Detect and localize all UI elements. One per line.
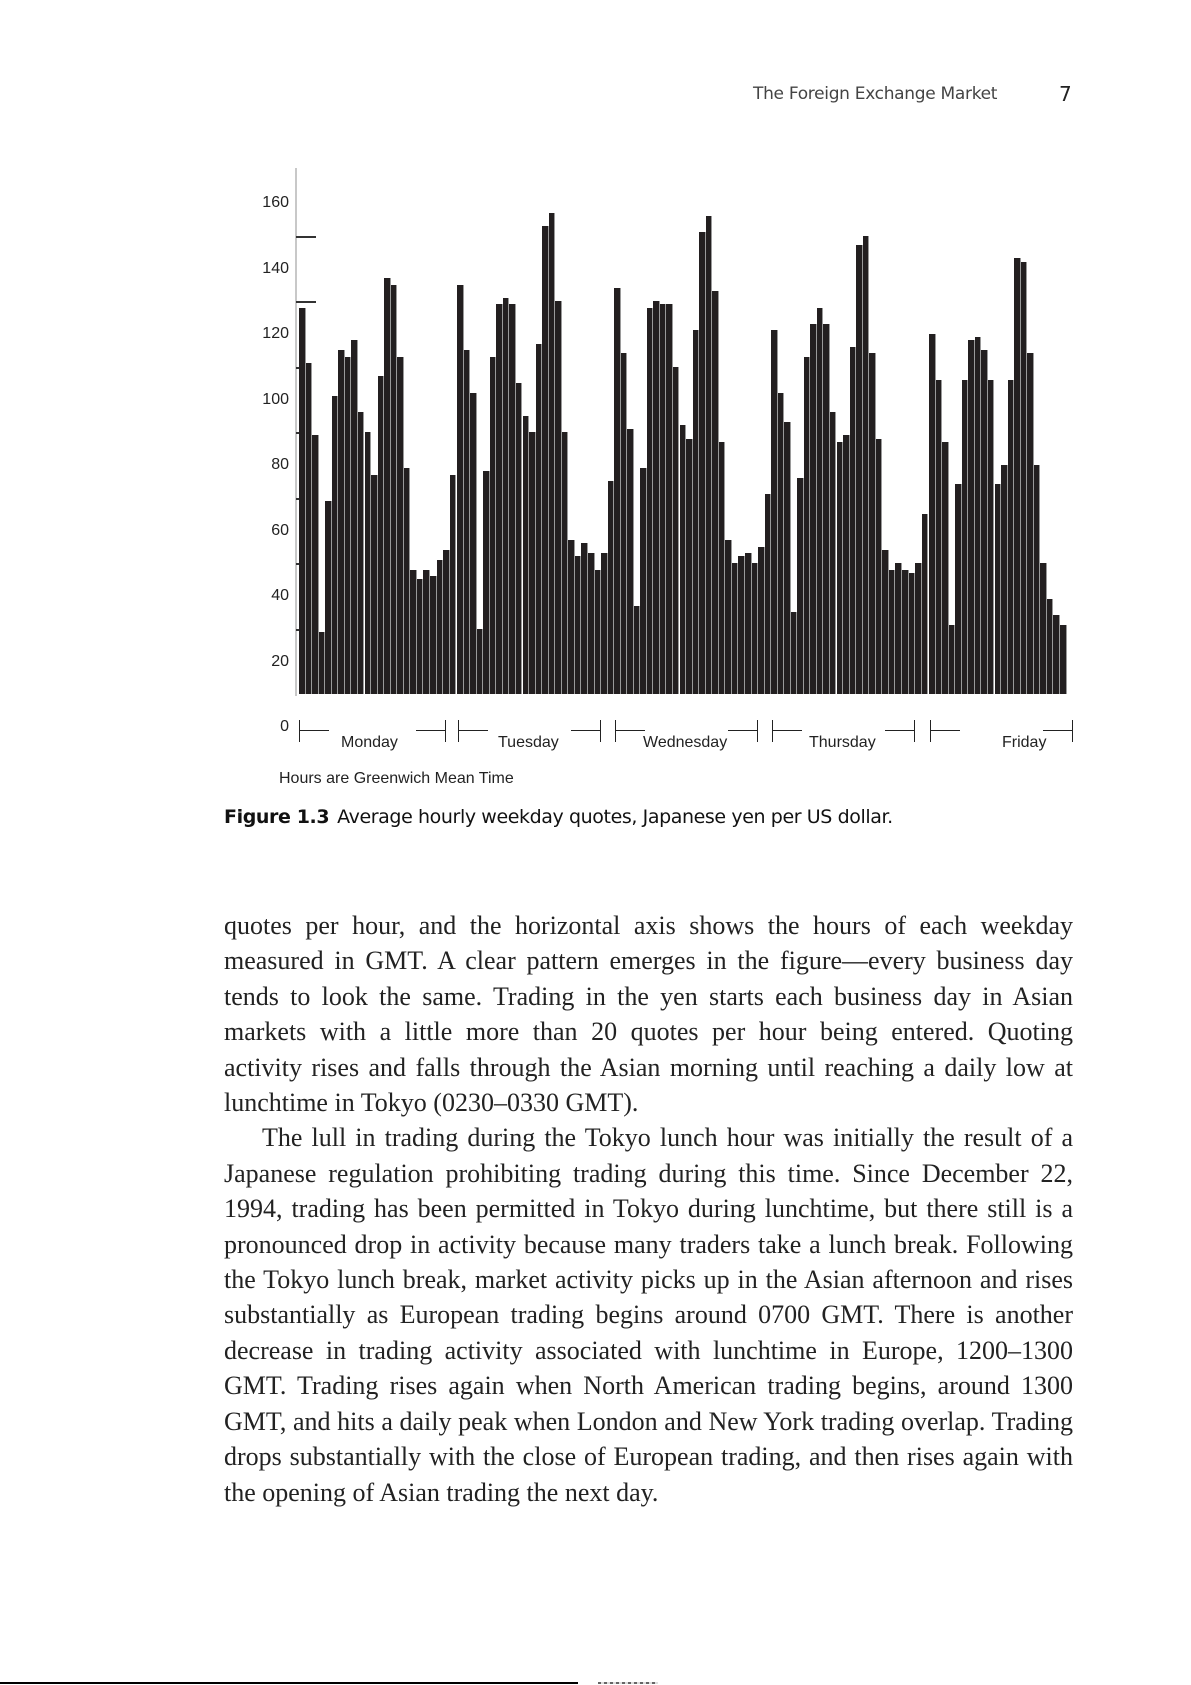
bracket-stroke: [772, 730, 802, 731]
bar: [640, 468, 647, 694]
bottom-rule-marks: [598, 1682, 658, 1684]
y-tick-label: 60: [271, 521, 289, 539]
bar: [863, 236, 870, 695]
day-bracket-monday: [299, 720, 446, 751]
bracket-stroke: [1043, 730, 1073, 731]
bar: [706, 216, 713, 694]
bracket-stroke: [458, 730, 488, 731]
day-label: Monday: [341, 734, 398, 751]
bracket-stroke: [757, 720, 758, 742]
bar: [955, 484, 962, 694]
bar: [1060, 625, 1067, 694]
day-bracket-tuesday: [458, 720, 601, 751]
figure-caption: [224, 806, 893, 828]
bracket-stroke: [600, 720, 601, 742]
y-tick-label: 100: [262, 390, 289, 408]
bar: [1021, 262, 1028, 694]
bar-chart: [0, 0, 1191, 800]
page-number: 7: [1059, 82, 1072, 106]
bar: [450, 475, 457, 694]
bracket-stroke: [615, 720, 616, 742]
bar: [581, 543, 588, 694]
bracket-stroke: [930, 730, 960, 731]
y-tick-label: 160: [262, 194, 289, 211]
bar: [358, 412, 365, 694]
bar: [988, 380, 995, 694]
bracket-stroke: [571, 730, 601, 731]
day-bracket-thursday: [772, 720, 915, 751]
figure-caption-text: Average hourly weekday quotes, Japanese yen per US dollar.: [337, 806, 893, 828]
y-tick-label: 140: [262, 259, 289, 277]
paragraph: quotes per hour, and the horizontal axis shows the hours of each weekday measured in GMT. A clear pattern emerges in the figure—every business day tends to look the same. Trading in the yen starts each business day in Asian markets with a little more than 20 quotes per hour being entered. Quoting activity rises and falls through the Asian morning until reaching a daily low at lunchtime in Tokyo (0230–0330 GMT).: [224, 911, 1073, 1118]
day-label: Thursday: [809, 734, 876, 751]
bar: [1053, 615, 1060, 694]
y-tick-mark: [296, 301, 316, 303]
body-text: [224, 908, 1073, 1510]
bracket-stroke: [615, 730, 645, 731]
bracket-stroke: [445, 720, 446, 742]
bar: [549, 213, 556, 694]
bracket-stroke: [728, 730, 758, 731]
bar: [423, 570, 430, 694]
y-tick-label: 80: [271, 456, 289, 473]
y-tick-label: 20: [271, 652, 289, 670]
day-bracket-wednesday: [615, 720, 758, 751]
bar: [738, 556, 745, 694]
bracket-stroke: [299, 720, 300, 742]
bar: [922, 514, 929, 694]
paragraph: The lull in trading during the Tokyo lunch hour was initially the result of a Japanese regulation prohibiting trading during this time. Since December 22, 1994, trading has been permitted in Tokyo during lunchtime, but there still is a pronounced drop in activity because many traders take a lunch break. Following the Tokyo lunch break, market activity picks up in the Asian afternoon and rises substantially as European trading begins around 0700 GMT. There is another decrease in trading activity associated with lunchtime in Europe, 1200–1300 GMT. Trading rises again when North American trading begins, around 1300 GMT, and hits a daily peak when London and New York trading overlap. Trading drops substantially with the close of European trading, and then rises again with the opening of Asian trading the next day.: [224, 1123, 1073, 1507]
bar: [483, 471, 490, 694]
bracket-stroke: [772, 720, 773, 742]
bar: [830, 412, 837, 694]
y-tick-label: 120: [262, 325, 289, 342]
bottom-rule: [0, 1682, 578, 1684]
x-axis-note: Hours are Greenwich Mean Time: [279, 770, 514, 787]
bar: [895, 563, 902, 694]
day-label: Tuesday: [498, 734, 559, 751]
bar: [673, 367, 680, 695]
bracket-stroke: [416, 730, 446, 731]
y-tick-label: 40: [271, 587, 289, 604]
day-label: Friday: [1002, 734, 1047, 751]
bar: [325, 501, 332, 694]
bracket-stroke: [885, 730, 915, 731]
bracket-stroke: [299, 730, 329, 731]
day-label: Wednesday: [643, 734, 728, 751]
bracket-stroke: [930, 720, 931, 742]
figure-label: Figure 1.3: [224, 806, 330, 828]
bar: [797, 478, 804, 694]
bar: [391, 285, 398, 694]
running-head: The Foreign Exchange Market: [753, 84, 998, 104]
y-tick-label: 0: [280, 718, 289, 735]
bracket-stroke: [458, 720, 459, 742]
bracket-stroke: [1072, 720, 1073, 742]
bracket-stroke: [914, 720, 915, 742]
y-tick-mark: [296, 236, 316, 238]
bar: [516, 383, 523, 694]
day-bracket-friday: [930, 720, 1073, 751]
